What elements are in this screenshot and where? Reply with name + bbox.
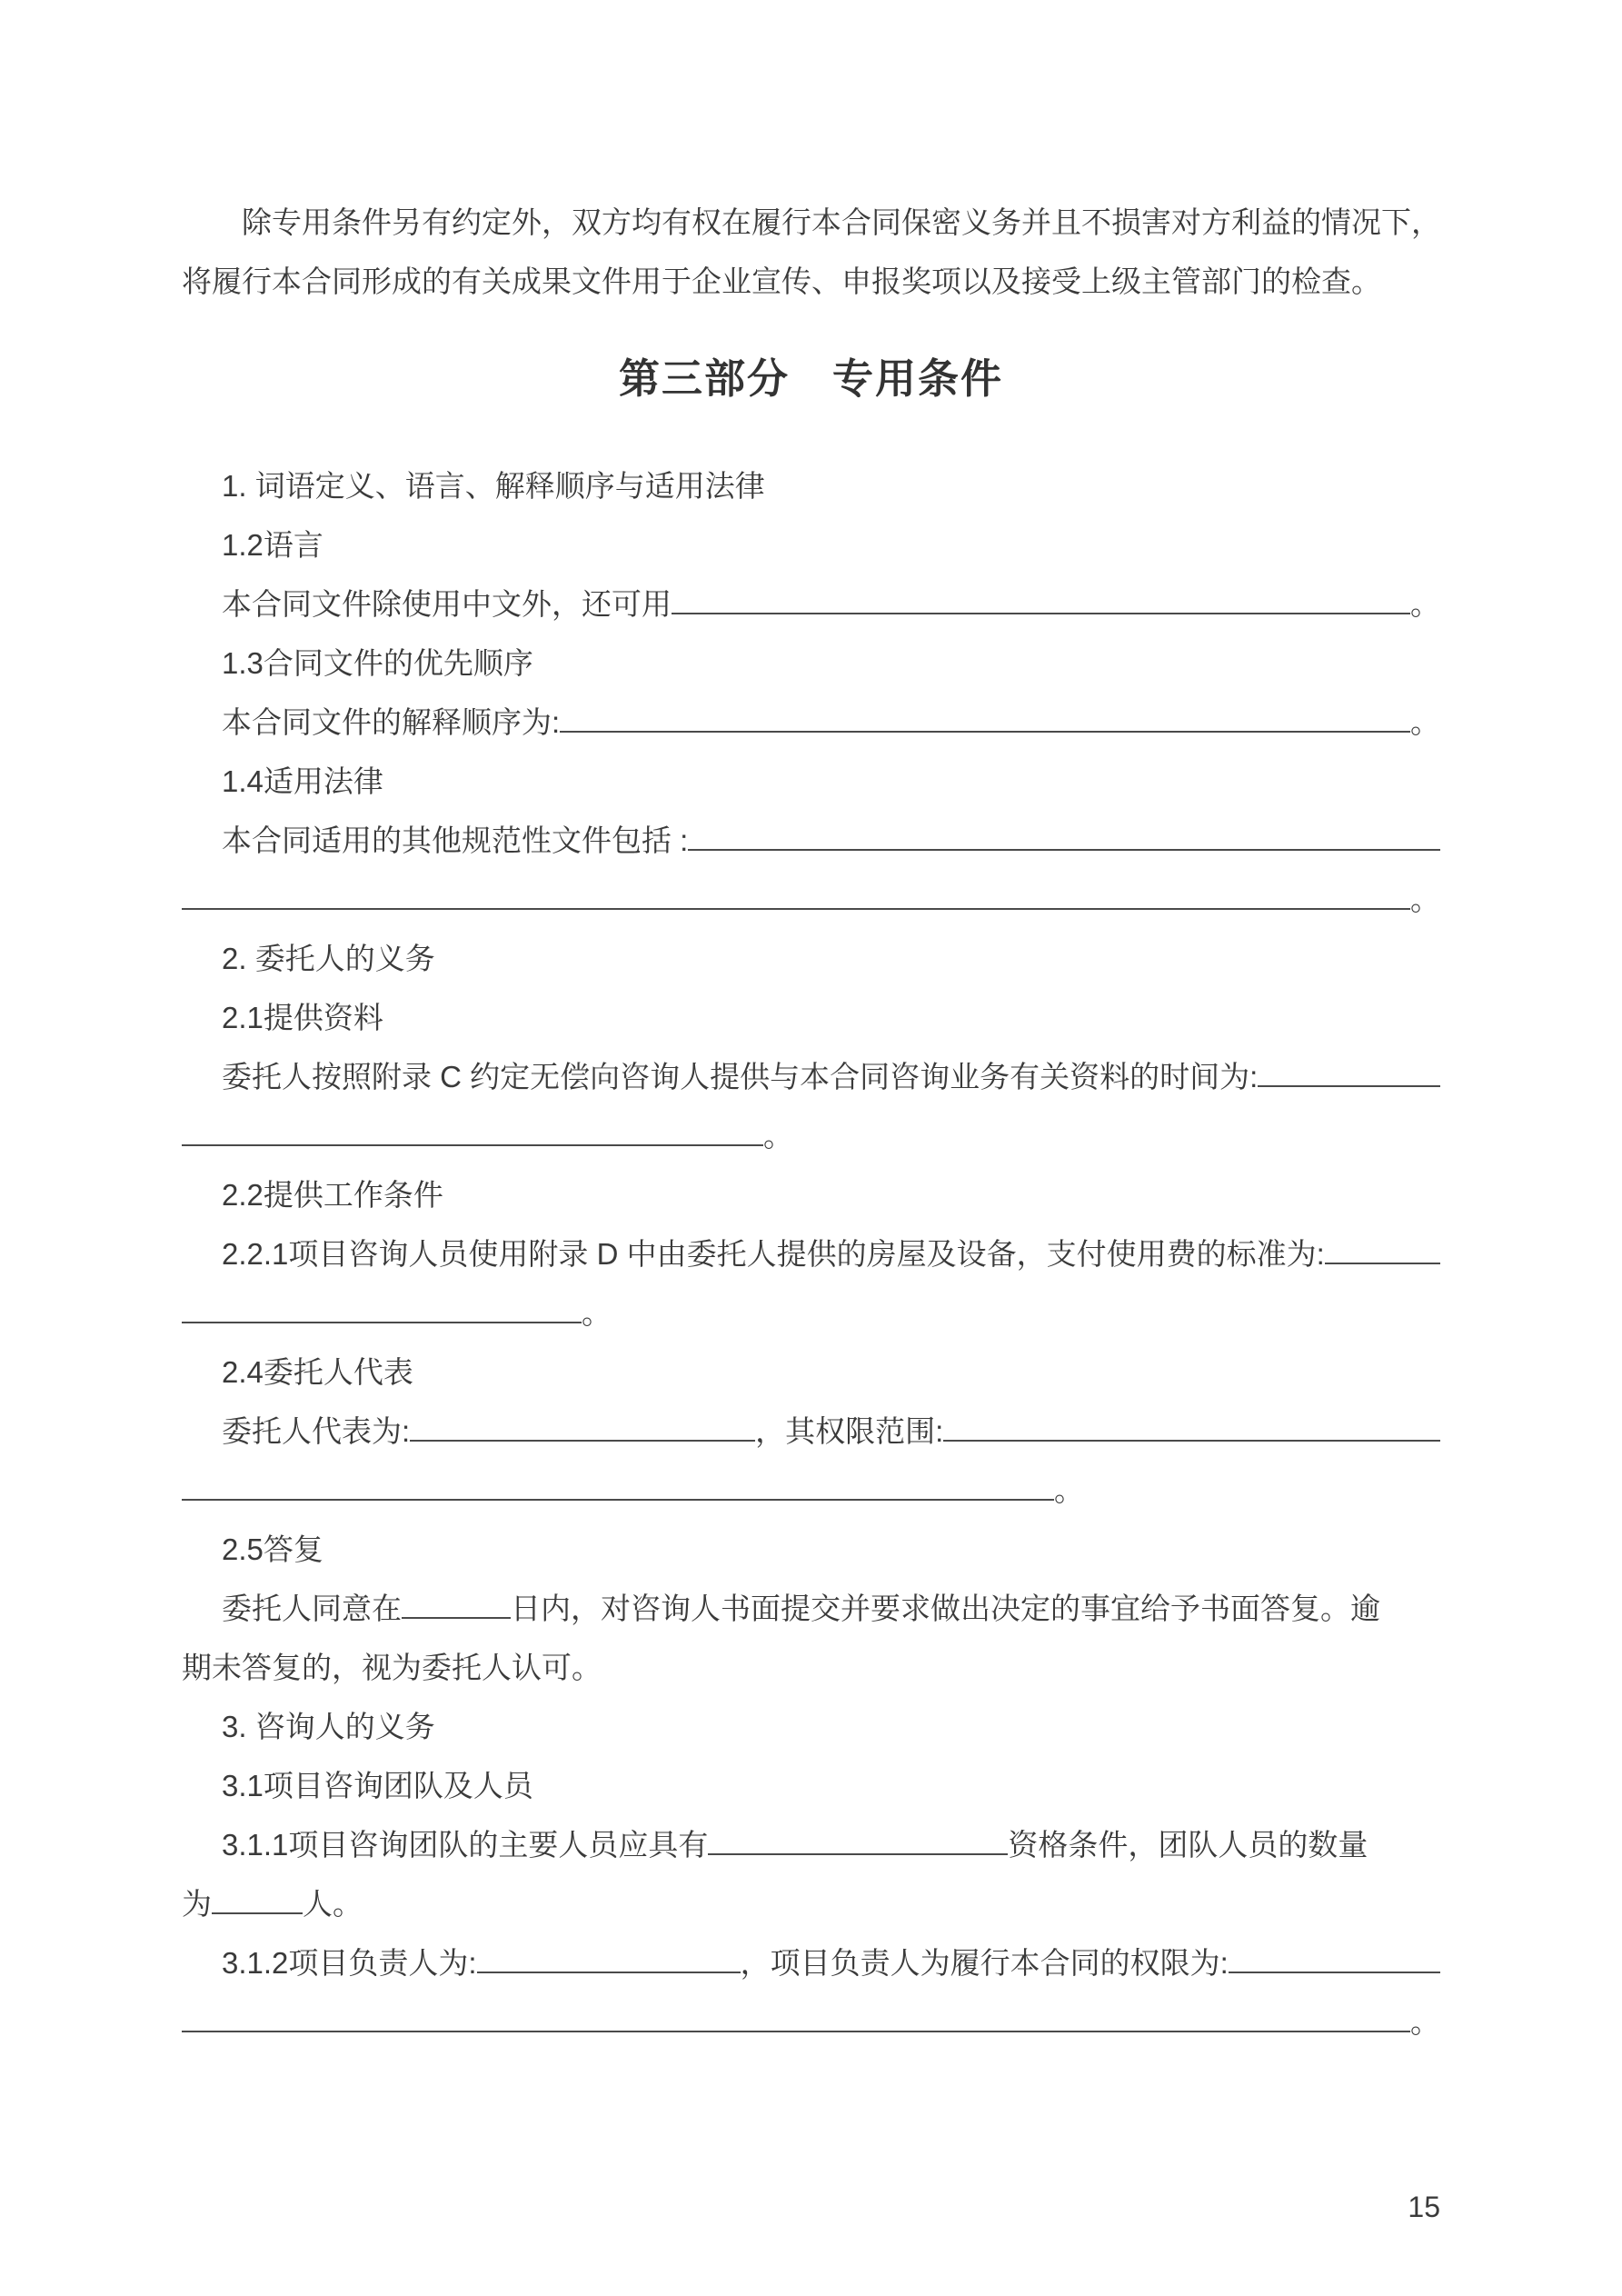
- paragraph-line: [182, 456, 1440, 515]
- paragraph-line: [182, 1106, 1440, 1165]
- text-run: 3. 咨询人的义务: [222, 1710, 435, 1743]
- text-run: 将履行本合同形成的有关成果文件用于企业宣传、申报奖项以及接受上级主管部门的检查。: [182, 265, 1381, 298]
- paragraph-line: [182, 1579, 1440, 1638]
- paragraph-line: [182, 811, 1440, 870]
- paragraph-line: [182, 1520, 1440, 1579]
- paragraph-line: [182, 693, 1440, 752]
- text-run: 1.3合同文件的优先顺序: [222, 646, 533, 680]
- text-run: 。: [1410, 883, 1440, 916]
- text-run: 委托人按照附录 C 约定无偿向咨询人提供与本合同咨询业务有关资料的时间为:: [222, 1060, 1259, 1093]
- blank-underline: [560, 731, 1410, 733]
- paragraph-line: [182, 1992, 1440, 2051]
- paragraph-line: [182, 870, 1440, 929]
- paragraph-line: [182, 1756, 1440, 1815]
- blank-underline: [182, 2031, 1410, 2032]
- text-run: 。: [1410, 705, 1440, 739]
- text-run: 2.2.1项目咨询人员使用附录 D 中由委托人提供的房屋及设备，支付使用费的标准为:: [222, 1237, 1325, 1271]
- text-run: 1.2语言: [222, 528, 323, 562]
- text-run: 2.2提供工作条件: [222, 1178, 443, 1212]
- blank-underline: [1325, 1263, 1440, 1264]
- document-body: [182, 456, 1440, 2051]
- blank-underline: [182, 1322, 582, 1323]
- text-run: 。: [763, 1119, 793, 1153]
- text-run: 2. 委托人的义务: [222, 942, 435, 975]
- paragraph-line: [182, 1047, 1440, 1106]
- section-title: 第三部分 专用条件: [618, 355, 1003, 402]
- text-run: 。: [1410, 2005, 1440, 2039]
- paragraph-line: [182, 929, 1440, 988]
- blank-underline: [688, 849, 1440, 851]
- text-run: 2.1提供资料: [222, 1001, 383, 1034]
- paragraph-line: [182, 1933, 1440, 1992]
- text-run: ，项目负责人为履行本合同的权限为:: [740, 1946, 1229, 1980]
- paragraph-line: [182, 1224, 1440, 1283]
- paragraph-line: [182, 752, 1440, 811]
- paragraph-line: [182, 634, 1440, 693]
- paragraph-line: [182, 252, 1440, 311]
- text-run: 。: [582, 1296, 612, 1330]
- blank-underline: [1258, 1085, 1440, 1087]
- paragraph-line: [182, 574, 1440, 634]
- text-run: 委托人代表为:: [222, 1414, 411, 1448]
- text-run: 资格条件，团队人员的数量: [1008, 1828, 1368, 1862]
- paragraph-line: [182, 1697, 1440, 1756]
- page-number: 15: [1408, 2191, 1440, 2223]
- text-run: 本合同适用的其他规范性文件包括 :: [222, 824, 689, 857]
- blank-underline: [943, 1440, 1440, 1442]
- text-run: 。: [1054, 1473, 1084, 1507]
- text-run: 人。: [303, 1887, 363, 1921]
- text-run: 2.5答复: [222, 1532, 323, 1566]
- paragraph-line: [182, 1638, 1440, 1697]
- blank-underline: [1229, 1972, 1440, 1973]
- blank-underline: [410, 1440, 755, 1442]
- paragraph-line: [182, 1343, 1440, 1402]
- paragraph-line: [182, 1283, 1440, 1343]
- paragraph-line: [182, 1815, 1440, 1874]
- paragraph-line: [182, 1874, 1440, 1933]
- text-run: 。: [1410, 587, 1440, 621]
- blank-underline: [402, 1617, 511, 1619]
- text-run: 期未答复的，视为委托人认可。: [182, 1651, 602, 1684]
- blank-underline: [182, 1144, 763, 1146]
- blank-underline: [182, 908, 1410, 910]
- blank-underline: [477, 1972, 741, 1973]
- text-run: 1. 词语定义、语言、解释顺序与适用法律: [222, 469, 765, 503]
- paragraph-line: [182, 193, 1440, 252]
- text-run: 为: [182, 1887, 212, 1921]
- blank-underline: [212, 1912, 303, 1914]
- paragraph-line: [182, 988, 1440, 1047]
- blank-underline: [672, 613, 1410, 614]
- text-run: 3.1.2项目负责人为:: [222, 1946, 477, 1980]
- paragraph-line: [182, 1461, 1440, 1520]
- text-run: 本合同文件的解释顺序为:: [222, 705, 561, 739]
- blank-underline: [708, 1853, 1008, 1855]
- text-run: 除专用条件另有约定外，双方均有权在履行本合同保密义务并且不损害对方利益的情况下，: [242, 205, 1441, 239]
- text-run: ，其权限范围:: [755, 1414, 944, 1448]
- text-run: 委托人同意在: [222, 1592, 402, 1625]
- text-run: 2.4委托人代表: [222, 1355, 413, 1389]
- paragraph-line: [182, 1402, 1440, 1461]
- text-run: 3.1.1项目咨询团队的主要人员应具有: [222, 1828, 709, 1862]
- text-run: 3.1项目咨询团队及人员: [222, 1769, 533, 1802]
- text-run: 本合同文件除使用中文外，还可用: [222, 587, 672, 621]
- paragraph-line: [182, 515, 1440, 574]
- intro-paragraph: [182, 193, 1440, 311]
- text-run: 日内，对咨询人书面提交并要求做出决定的事宜给予书面答复。逾: [511, 1592, 1380, 1625]
- blank-underline: [182, 1499, 1054, 1501]
- paragraph-line: [182, 1165, 1440, 1224]
- text-run: 1.4适用法律: [222, 764, 383, 798]
